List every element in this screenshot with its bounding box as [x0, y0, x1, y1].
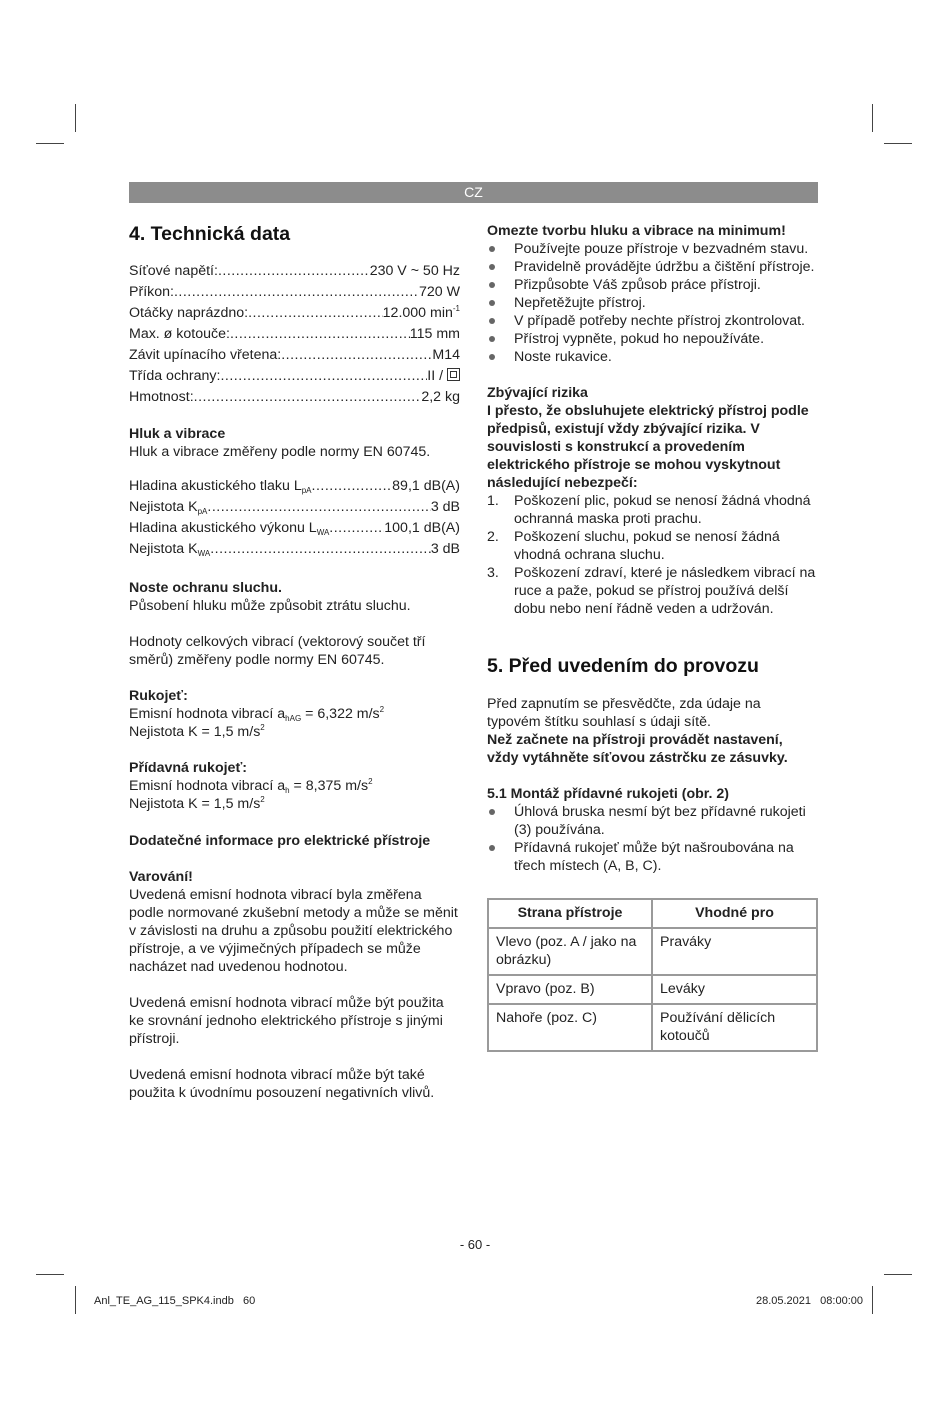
list-item: Přídavná rukojeť může být našroubována na třech místech (A, B, C).: [487, 839, 818, 875]
left-column: [129, 222, 460, 1102]
list-item: Přístroj vypněte, pokud ho nepoužíváte.: [487, 330, 818, 348]
section-title-before-use: 5. Před uvedením do provozu: [487, 655, 759, 677]
additional-info-heading: Dodatečné informace pro elektrické přístroje: [129, 833, 431, 849]
crop-mark: [884, 143, 912, 144]
spec-row: Otáčky naprázdno: ..... 12.000 $\min^{-1}$: [129, 303, 460, 324]
spec-row: Síťové napětí: ..... 230 V ~ 50 Hz: [129, 261, 460, 282]
footer-file-name: Anl_TE_AG_115_SPK4.indb 60: [94, 1295, 256, 1307]
residual-risks-list: [487, 492, 818, 618]
aux-handle-value: Emisní hodnota vibrací $a_h = 8,375$ $m/s^2$: [129, 777, 373, 795]
table-row: [488, 1004, 817, 1051]
subsection-heading: 5.1 Montáž přídavné rukojeti (obr. 2): [487, 786, 730, 802]
handle-value: Emisní hodnota vibrací $a_{hAG} = 6,322$ $m/s^2$: [129, 705, 385, 723]
aux-handle-heading: Přídavná rukojeť:: [129, 760, 247, 776]
list-item: Pravidelně provádějte údržbu a čištění přístroje.: [487, 258, 818, 276]
crop-mark: [75, 1286, 76, 1314]
page-number: - 60 -: [459, 1237, 491, 1252]
warning-text: Uvedená emisní hodnota vibrací byla změřena podle normované zkušební metody a může se měnit v závislosti na druhu a způsobu použití elektrického přístroje, a ve výjimečných případech se může nacházet nad uvedenou hodnotou.: [129, 887, 458, 975]
paragraph-comparison: Uvedená emisní hodnota vibrací může být použita ke srovnání jednoho elektrického přístroje s jinými přístroji.: [129, 995, 444, 1047]
handle-position-table: [487, 898, 818, 1052]
spec-row: Max. ø kotouče: ..... 115 mm: [129, 324, 460, 345]
list-item: Používejte pouze přístroje v bezvadném stavu.: [487, 240, 818, 258]
residual-risks-text: I přesto, že obsluhujete elektrický přístroj podle předpisů, existují vždy zbývající rizika. V souvislosti s konstrukcí a provedením elektrického přístroje se mohou vyskytnout následující nebezpečí:: [487, 403, 809, 491]
section-title-technical-data: 4. Technická data: [129, 223, 291, 245]
crop-mark: [872, 1286, 873, 1314]
table-cell: Praváky: [652, 928, 817, 975]
table-header-row: [488, 899, 817, 928]
hearing-text: Působení hluku může způsobit ztrátu sluchu.: [129, 598, 411, 614]
handle-heading: Rukojeť:: [129, 688, 188, 704]
list-item: Nepřetěžujte přístroj.: [487, 294, 818, 312]
protection-class-ii-icon: [447, 368, 460, 381]
list-item: Noste rukavice.: [487, 348, 818, 366]
hearing-heading: Noste ochranu sluchu.: [129, 580, 282, 596]
column-header: Vhodné pro: [652, 899, 817, 928]
column-header: Strana přístroje: [488, 899, 652, 928]
list-item: 2. Poškození sluchu, pokud se nenosí žádná vhodná ochrana sluchu.: [487, 529, 780, 563]
list-item: Přizpůsobte Váš způsob práce přístroji.: [487, 276, 818, 294]
vibration-text: Hodnoty celkových vibrací (vektorový součet tří směrů) změřeny podle normy EN 60745.: [129, 634, 426, 668]
table-row: [488, 928, 817, 975]
crop-mark: [884, 1274, 912, 1275]
list-item: Úhlová bruska nesmí být bez přídavné rukojeti (3) používána.: [487, 803, 818, 839]
list-item: V případě potřeby nechte přístroj zkontrolovat.: [487, 312, 818, 330]
noise-row: Hladina akustického tlaku $L_{pA}$ ..... 89,1 dB(A): [129, 476, 460, 497]
handle-uncertainty: Nejistota K = 1,5 $m/s^2$: [129, 723, 265, 740]
residual-risks-heading: Zbývající rizika: [487, 385, 588, 401]
noise-row: Hladina akustického výkonu $L_{WA}$ ..... 100,1 dB(A): [129, 518, 460, 539]
right-column: [487, 222, 818, 1052]
language-header-bar: [129, 182, 818, 203]
crop-mark: [36, 143, 64, 144]
list-item: 1. Poškození plic, pokud se nenosí žádná vhodná ochranná maska proti prachu.: [487, 493, 811, 527]
spec-row: Třída ochrany: ..... II /: [129, 366, 460, 387]
minimize-list: [487, 240, 818, 366]
noise-heading: Hluk a vibrace: [129, 426, 226, 442]
crop-mark: [872, 104, 873, 132]
noise-values: [129, 476, 460, 560]
section5-warning: Než začnete na přístroji provádět nastavení, vždy vytáhněte síťovou zástrčku ze zásuvky.: [487, 732, 788, 766]
spec-row: Hmotnost: ..... 2,2 kg: [129, 387, 460, 408]
warning-heading: Varování!: [129, 869, 193, 885]
paragraph-assessment: Uvedená emisní hodnota vibrací může být také použita k úvodnímu posouzení negativních vlivů.: [129, 1067, 435, 1101]
section5-text: Před zapnutím se přesvědčte, zda údaje na typovém štítku souhlasí s údaji sítě.: [487, 696, 761, 730]
table-cell: Vlevo (poz. A / jako na obrázku): [488, 928, 652, 975]
table-cell: Nahoře (poz. C): [488, 1004, 652, 1051]
language-code: CZ: [464, 184, 483, 200]
mounting-list: [487, 803, 818, 875]
table-row: [488, 975, 817, 1004]
crop-mark: [36, 1274, 64, 1275]
table-cell: Používání dělicích kotoučů: [652, 1004, 817, 1051]
footer-date: 28.05.2021 08:00:00: [755, 1295, 863, 1307]
spec-row: Závit upínacího vřetena: ..... M14: [129, 345, 460, 366]
table-cell: Leváky: [652, 975, 817, 1004]
crop-mark: [75, 104, 76, 132]
noise-text: Hluk a vibrace změřeny podle normy EN 60745.: [129, 444, 431, 460]
list-item: 3. Poškození zdraví, které je následkem vibrací na ruce a paže, pokud se přístroj používá delší dobu nebo není řádně veden a udržován.: [487, 565, 816, 617]
spec-list: [129, 261, 460, 408]
aux-handle-uncertainty: Nejistota K = 1,5 $m/s^2$: [129, 795, 265, 812]
table-cell: Vpravo (poz. B): [488, 975, 652, 1004]
spec-row: Příkon: ..... 720 W: [129, 282, 460, 303]
minimize-heading: Omezte tvorbu hluku a vibrace na minimum!: [487, 223, 786, 239]
noise-row: Nejistota $K_{WA}$ ..... 3 dB: [129, 539, 460, 560]
noise-row: Nejistota $K_{pA}$ ..... 3 dB: [129, 497, 460, 518]
